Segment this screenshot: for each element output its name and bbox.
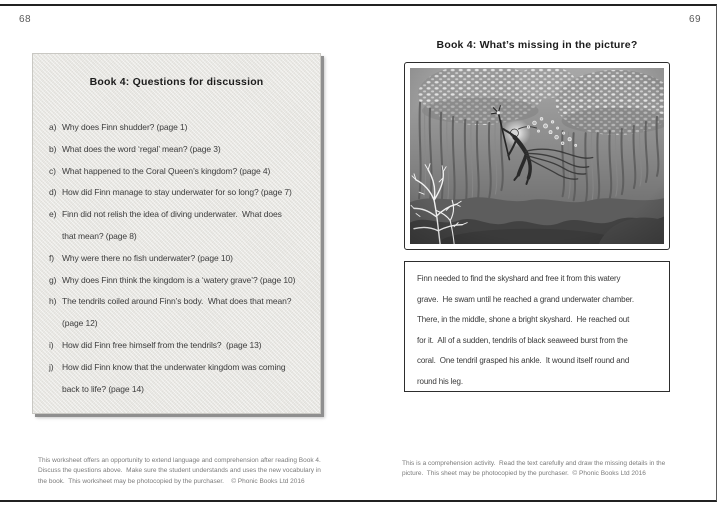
question-label: f)	[49, 252, 54, 263]
question-label: e)	[49, 209, 57, 220]
question-text: How did Finn know that the underwater kingdom was coming	[62, 361, 286, 372]
passage-line: round his leg.	[417, 376, 463, 386]
question-text-wrap: (page 12)	[62, 318, 98, 329]
footer-line: Discuss the questions above. Make sure the student understands and uses the new vocabulary in	[38, 467, 321, 475]
question-item-a	[49, 117, 312, 139]
page-title-right: Book 4: What’s missing in the picture?	[436, 39, 638, 51]
footer-line: This is a comprehension activity. Read the text carefully and draw the missing details in the	[402, 460, 666, 467]
question-text-wrap: that mean? (page 8)	[62, 230, 137, 241]
question-text: Why does Finn shudder? (page 1)	[62, 122, 188, 132]
underwater-illustration	[410, 68, 664, 244]
question-item-j	[49, 357, 312, 401]
question-label: j)	[49, 361, 54, 372]
footer-line: the book. This worksheet may be photocopied by the purchaser. © Phonic Books Ltd 2016	[38, 477, 305, 485]
passage-line: grave. He swam until he reached a grand underwater chamber.	[417, 294, 634, 304]
question-label: g)	[49, 274, 57, 285]
questions-box-title: Book 4: Questions for discussion	[89, 76, 264, 88]
question-item-i	[49, 335, 312, 357]
passage-line: There, in the middle, shone a bright skyshard. He reached out	[417, 315, 630, 325]
question-item-c	[49, 161, 312, 183]
footer-line: picture. This sheet may be photocopied by the purchaser. © Phonic Books Ltd 2016	[402, 470, 646, 478]
passage-line: Finn needed to find the skyshard and free it from this watery	[417, 274, 621, 283]
footer-note-left	[38, 456, 350, 487]
question-label: i)	[49, 339, 54, 350]
passage-line: coral. One tendril grasped his ankle. It wound itself round and	[417, 356, 630, 366]
question-label: d)	[49, 187, 57, 198]
picture-frame	[404, 62, 670, 250]
footer-note-right	[402, 459, 707, 480]
question-label: a)	[49, 122, 57, 132]
question-item-d	[49, 182, 312, 204]
page-number-left: 68	[19, 14, 31, 25]
question-text: What happened to the Coral Queen’s kingdom? (page 4)	[62, 165, 271, 176]
question-text-wrap: back to life? (page 14)	[62, 383, 144, 394]
question-label: h)	[49, 296, 57, 307]
question-text: Why were there no fish underwater? (page 10)	[62, 252, 233, 263]
question-item-h	[49, 291, 312, 335]
question-label: b)	[49, 143, 57, 154]
questions-box	[32, 53, 321, 414]
question-item-b	[49, 139, 312, 161]
passage-box	[404, 261, 670, 392]
question-item-f	[49, 248, 312, 270]
passage-line: for it. All of a sudden, tendrils of black seaweed burst from the	[417, 335, 628, 345]
question-text: The tendrils coiled around Finn’s body. What does that mean?	[62, 296, 292, 307]
question-label: c)	[49, 165, 56, 176]
footer-line: This worksheet offers an opportunity to extend language and comprehension after reading Book 4.	[38, 457, 321, 464]
page-number-right: 69	[689, 14, 701, 25]
vignette-overlay	[410, 68, 664, 244]
question-text: Why does Finn think the kingdom is a ‘watery grave’? (page 10)	[62, 274, 296, 285]
questions-list	[49, 117, 312, 400]
question-item-e	[49, 204, 312, 248]
question-text: How did Finn manage to stay underwater for so long? (page 7)	[62, 187, 292, 198]
question-text: How did Finn free himself from the tendrils? (page 13)	[62, 339, 262, 350]
question-item-g	[49, 270, 312, 292]
question-text: What does the word ‘regal’ mean? (page 3)	[62, 143, 221, 154]
question-text: Finn did not relish the idea of diving underwater. What does	[62, 209, 282, 220]
